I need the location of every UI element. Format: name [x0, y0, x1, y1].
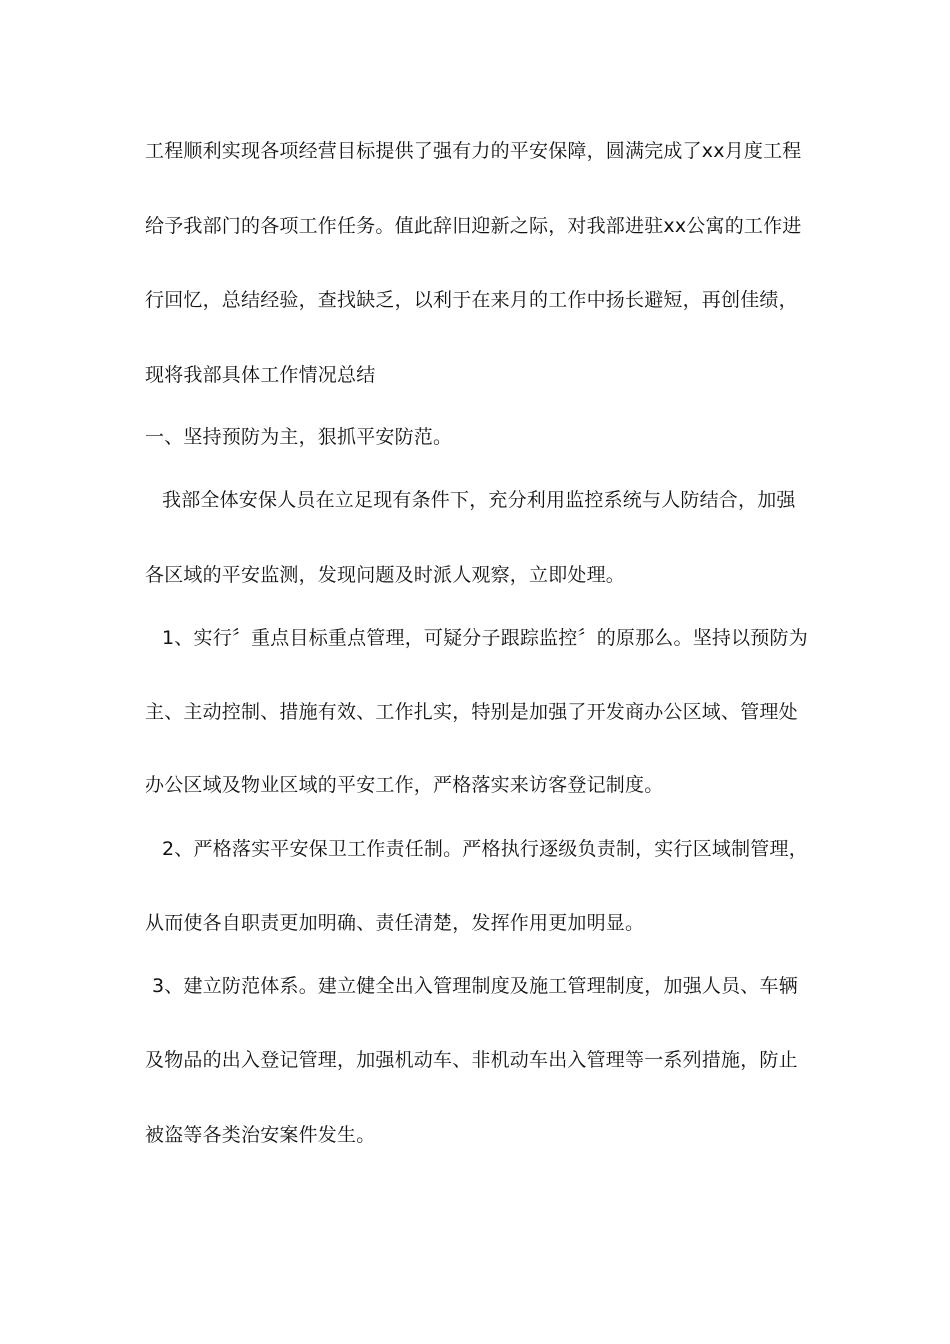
paragraph-line: 各区域的平安监测，发现问题及时派人观察，立即处理。 — [145, 564, 626, 586]
paragraph-line: 给予我部门的各项工作任务。值此辞旧迎新之际，对我部进驻xx公寓的工作进 — [145, 215, 802, 237]
paragraph-line: 工程顺利实现各项经营目标提供了强有力的平安保障，圆满完成了xx月度工程 — [145, 140, 802, 162]
paragraph-line: 办公区域及物业区域的平安工作，严格落实来访客登记制度。 — [145, 774, 664, 796]
section-heading: 一、坚持预防为主，狠抓平安防范。 — [145, 426, 453, 448]
list-item-2: 2、严格落实平安保卫工作责任制。严格执行逐级负责制，实行区域制管理， — [162, 838, 808, 860]
list-item-1: 1、实行〞重点目标重点管理，可疑分子跟踪监控〞的原那么。坚持以预防为 — [162, 627, 808, 649]
paragraph-line: 行回忆，总结经验，查找缺乏，以利于在来月的工作中扬长避短，再创佳绩， — [145, 289, 798, 311]
paragraph-line: 主、主动控制、措施有效、工作扎实，特别是加强了开发商办公区域、管理处 — [145, 701, 798, 723]
paragraph-line: 及物品的出入登记管理，加强机动车、非机动车出入管理等一系列措施，防止 — [145, 1049, 798, 1071]
paragraph-line: 从而使各自职责更加明确、责任清楚，发挥作用更加明显。 — [145, 912, 645, 934]
paragraph-line: 现将我部具体工作情况总结 — [145, 364, 376, 386]
paragraph-line: 我部全体安保人员在立足现有条件下，充分利用监控系统与人防结合，加强 — [162, 489, 796, 511]
paragraph-line: 被盗等各类治安案件发生。 — [145, 1124, 376, 1146]
list-item-3: 3、建立防范体系。建立健全出入管理制度及施工管理制度，加强人员、车辆 — [152, 975, 798, 997]
